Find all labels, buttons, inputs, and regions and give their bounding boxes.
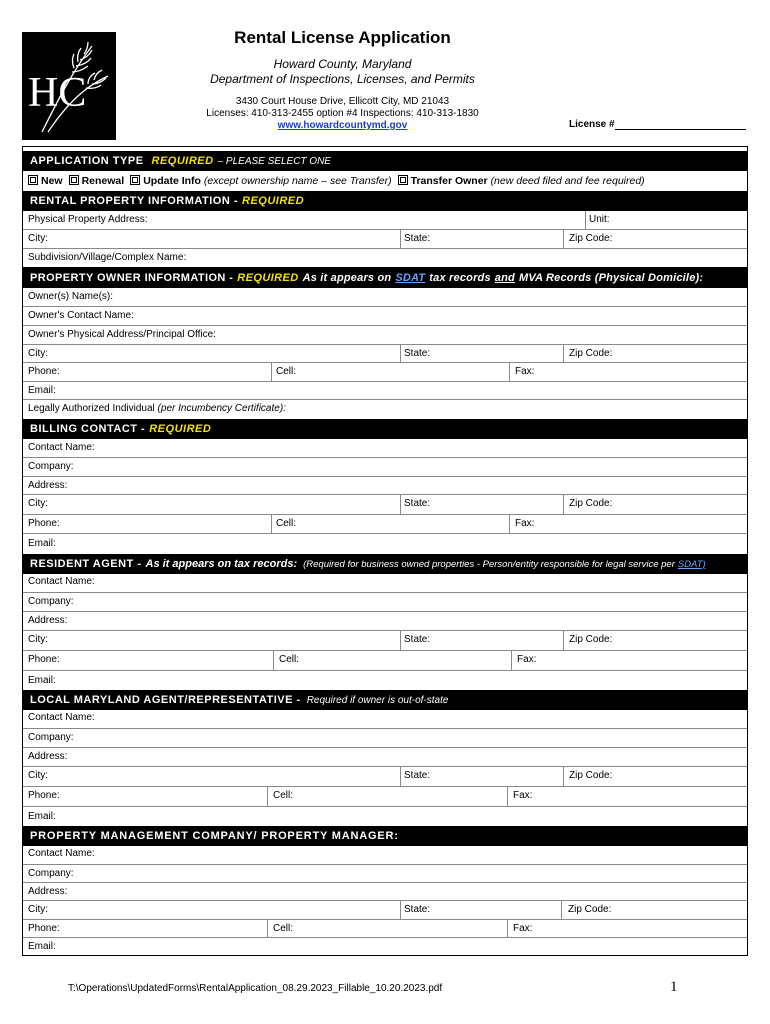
office-phones: Licenses: 410-313-2455 option #4 Inspections: 410-313-1830 (206, 108, 479, 119)
owner-address-row[interactable]: Owner's Physical Address/Principal Office: (23, 326, 747, 345)
svg-text:HC: HC (28, 70, 87, 116)
agent-address-row[interactable]: Address: (23, 612, 747, 631)
mgmt-email-row[interactable]: Email: (28, 941, 56, 952)
property-city-row[interactable]: City: State: Zip Code: (23, 230, 747, 249)
owner-contact-row[interactable]: Owner's Contact Name: (23, 307, 747, 326)
owner-email-row[interactable]: Email: (23, 382, 747, 400)
wheat-logo-icon (22, 32, 116, 140)
option-new[interactable]: New (28, 175, 63, 187)
option-update-info[interactable]: Update Info (except ownership name – see Transfer) (130, 175, 391, 187)
mgmt-address-row[interactable]: Address: (23, 883, 747, 901)
required-tag: REQUIRED (242, 195, 305, 207)
local-company-row[interactable]: Company: (23, 729, 747, 748)
county-logo (22, 32, 116, 140)
page-title: Rental License Application (234, 28, 451, 47)
sdat-link[interactable]: SDAT (395, 271, 426, 284)
agent-contact-row[interactable]: Contact Name: (23, 574, 747, 593)
local-email-row[interactable]: Email: (28, 811, 56, 822)
section-application-type (23, 151, 747, 171)
option-transfer-owner[interactable]: Transfer Owner (new deed filed and fee required) (398, 175, 645, 187)
mgmt-city-row[interactable]: City: State: Zip Code: (23, 901, 747, 920)
section-billing-contact (23, 419, 747, 439)
section-property-management (23, 826, 747, 846)
required-tag: REQUIRED (151, 155, 214, 167)
office-address: 3430 Court House Drive, Ellicott City, MD 21043 (235, 96, 450, 107)
file-path-footer: T:\Operations\UpdatedForms\RentalApplication_08.29.2023_Fillable_10.20.2023.pdf (68, 983, 443, 994)
agent-city-row[interactable]: City: State: Zip Code: (23, 631, 747, 651)
section-title: RENTAL PROPERTY INFORMATION - (30, 195, 239, 207)
section-instruction: – PLEASE SELECT ONE (217, 155, 331, 167)
authorized-individual-row[interactable]: Legally Authorized Individual (per Incumbency Certificate): (28, 403, 286, 414)
department-name: Department of Inspections, Licenses, and Permits (210, 72, 475, 86)
agent-company-row[interactable]: Company: (23, 593, 747, 612)
section-title: PROPERTY OWNER INFORMATION - (30, 271, 234, 284)
billing-address-row[interactable]: Address: (23, 477, 747, 495)
section-property-owner: PROPERTY OWNER INFORMATION - REQUIRED As it appears on SDAT tax records and MVA Records (Physical Domicile): (23, 267, 747, 288)
local-city-row[interactable]: City: State: Zip Code: (23, 767, 747, 787)
billing-phone-row[interactable]: Phone: Cell: Fax: (23, 515, 747, 534)
required-tag: REQUIRED (149, 423, 212, 435)
checkbox-icon[interactable] (130, 175, 140, 185)
checkbox-icon[interactable] (69, 175, 79, 185)
section-local-agent: LOCAL MARYLAND AGENT/REPRESENTATIVE - Required if owner is out-of-state (23, 690, 747, 710)
checkbox-icon[interactable] (398, 175, 408, 185)
section-title: RESIDENT AGENT - (30, 558, 142, 570)
county-name: Howard County, Maryland (273, 57, 412, 71)
license-number-field[interactable] (569, 119, 746, 130)
billing-company-row[interactable]: Company: (23, 458, 747, 477)
mgmt-phone-row[interactable]: Phone: Cell: Fax: (23, 920, 747, 938)
agent-email-row[interactable]: Email: (28, 675, 56, 686)
local-address-row[interactable]: Address: (23, 748, 747, 767)
owner-names-row[interactable]: Owner(s) Name(s): (23, 288, 747, 307)
section-title: PROPERTY MANAGEMENT COMPANY/ PROPERTY MANAGER: (30, 830, 399, 842)
required-tag: REQUIRED (237, 271, 299, 284)
checkbox-icon[interactable] (28, 175, 38, 185)
billing-email-row[interactable]: Email: (28, 538, 56, 549)
application-type-options (23, 171, 747, 190)
mgmt-company-row[interactable]: Company: (23, 865, 747, 883)
owner-phone-row[interactable]: Phone: Cell: Fax: (23, 363, 747, 382)
billing-city-row[interactable]: City: State: Zip Code: (23, 495, 747, 515)
license-label: License # (569, 119, 615, 130)
application-form (22, 146, 748, 956)
billing-contact-row[interactable]: Contact Name: (23, 439, 747, 458)
option-renewal[interactable]: Renewal (69, 175, 125, 187)
page-number: 1 (670, 979, 678, 995)
local-phone-row[interactable]: Phone: Cell: Fax: (23, 787, 747, 807)
local-contact-row[interactable]: Contact Name: (23, 710, 747, 729)
section-title: BILLING CONTACT - (30, 423, 146, 435)
section-title: APPLICATION TYPE (30, 155, 144, 167)
mgmt-contact-row[interactable]: Contact Name: (23, 846, 747, 865)
website-link[interactable]: www.howardcountymd.gov (277, 120, 408, 131)
section-resident-agent: RESIDENT AGENT - As it appears on tax records: (Required for business owned properties - Person/entity responsible for legal service per SDAT) (23, 554, 747, 574)
physical-address-row[interactable]: Physical Property Address: Unit: (23, 211, 747, 230)
owner-city-row[interactable]: City: State: Zip Code: (23, 345, 747, 363)
section-rental-property (23, 191, 747, 211)
section-title: LOCAL MARYLAND AGENT/REPRESENTATIVE - (30, 694, 301, 706)
subdivision-row[interactable]: Subdivision/Village/Complex Name: (28, 252, 187, 263)
agent-phone-row[interactable]: Phone: Cell: Fax: (23, 651, 747, 671)
sdat-link[interactable]: SDAT) (677, 558, 706, 570)
